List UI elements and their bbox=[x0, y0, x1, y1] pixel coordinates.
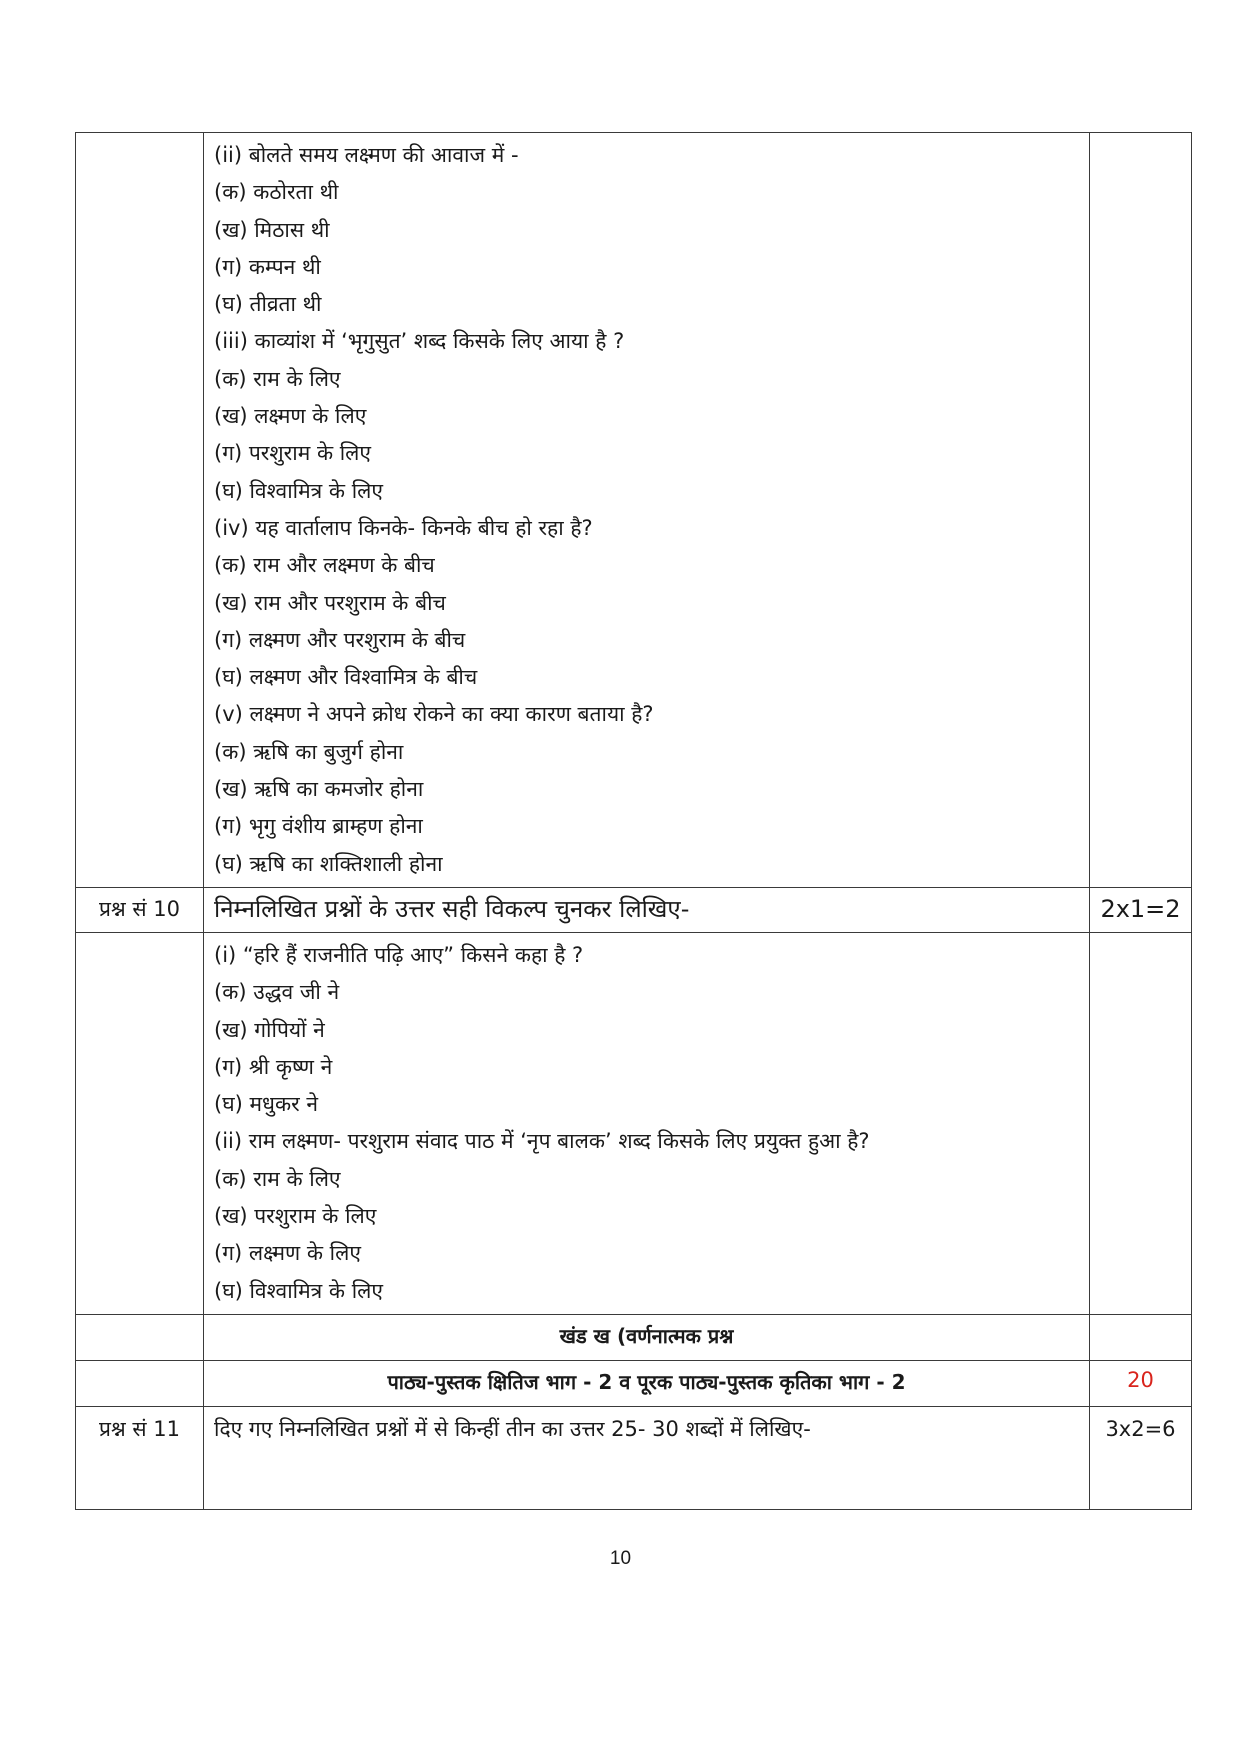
option-line: (घ) तीव्रता थी bbox=[214, 292, 322, 317]
option-line: (घ) ऋषि का शक्तिशाली होना bbox=[214, 851, 443, 876]
option-line: (ग) लक्ष्मण के लिए bbox=[214, 1241, 361, 1266]
option-line: (ख) ऋषि का कमजोर होना bbox=[214, 777, 424, 802]
option-line: (ख) गोपियों ने bbox=[214, 1017, 325, 1042]
option-line: (क) राम के लिए bbox=[214, 1166, 341, 1191]
textbook-subtitle: पाठ्य-पुस्तक क्षितिज भाग - 2 व पूरक पाठ्य-पुस्तक कृतिका भाग - 2 bbox=[387, 1369, 906, 1394]
question-instruction: निम्नलिखित प्रश्नों के उत्तर सही विकल्प चुनकर लिखिए- bbox=[214, 894, 690, 923]
question-label-cell bbox=[76, 1406, 204, 1509]
question-table bbox=[75, 132, 1192, 1510]
row-question-11 bbox=[76, 1406, 1192, 1509]
question-label-cell bbox=[76, 887, 204, 932]
section-total-marks: 20 bbox=[1127, 1367, 1154, 1392]
option-line: (घ) विश्वामित्र के लिए bbox=[214, 1278, 383, 1303]
question-number: प्रश्न सं 10 bbox=[98, 896, 181, 921]
row-continued-options bbox=[76, 133, 1192, 888]
label-cell-empty bbox=[76, 932, 204, 1314]
marks-cell-empty bbox=[1090, 1314, 1192, 1360]
option-line: (ग) लक्ष्मण और परशुराम के बीच bbox=[214, 627, 466, 652]
option-line: (ग) परशुराम के लिए bbox=[214, 441, 372, 466]
marks-cell bbox=[1090, 1406, 1192, 1509]
option-line: (घ) लक्ष्मण और विश्वामित्र के बीच bbox=[214, 665, 478, 690]
row-textbook-heading bbox=[76, 1360, 1192, 1406]
option-line: (घ) मधुकर ने bbox=[214, 1092, 318, 1117]
option-line: (ग) भृगु वंशीय ब्राम्हण होना bbox=[214, 814, 423, 839]
option-line: (ख) मिठास थी bbox=[214, 217, 330, 242]
label-cell-empty bbox=[76, 133, 204, 888]
question-number: प्रश्न सं 11 bbox=[98, 1416, 181, 1441]
marks-cell-empty bbox=[1090, 133, 1192, 888]
option-line: (क) उद्धव जी ने bbox=[214, 980, 340, 1005]
question-text-cell bbox=[204, 1406, 1090, 1509]
page-number: 10 bbox=[609, 1548, 632, 1569]
question-text-cell bbox=[204, 887, 1090, 932]
marks-cell-empty bbox=[1090, 932, 1192, 1314]
option-line: (ii) राम लक्ष्मण- परशुराम संवाद पाठ में ‘नृप बालक’ शब्द किसके लिए प्रयुक्त हुआ है? bbox=[214, 1129, 870, 1154]
question-instruction: दिए गए निम्नलिखित प्रश्नों में से किन्हीं तीन का उत्तर 25- 30 शब्दों में लिखिए- bbox=[214, 1416, 811, 1441]
row-question-10 bbox=[76, 887, 1192, 932]
option-line: (ग) कम्पन थी bbox=[214, 254, 321, 279]
option-line: (iv) यह वार्तालाप किनके- किनके बीच हो रहा है? bbox=[214, 515, 593, 540]
option-line: (ख) राम और परशुराम के बीच bbox=[214, 590, 446, 615]
option-line: (क) कठोरता थी bbox=[214, 180, 339, 205]
option-line: (ख) लक्ष्मण के लिए bbox=[214, 404, 367, 429]
options-cell bbox=[204, 932, 1090, 1314]
option-line: (ख) परशुराम के लिए bbox=[214, 1204, 377, 1229]
option-line: (क) राम के लिए bbox=[214, 366, 341, 391]
row-question-10-options bbox=[76, 932, 1192, 1314]
label-cell-empty bbox=[76, 1314, 204, 1360]
option-line: (i) “हरि हैं राजनीति पढ़ि आए” किसने कहा है ? bbox=[214, 942, 584, 967]
option-line: (घ) विश्वामित्र के लिए bbox=[214, 478, 383, 503]
option-line: (iii) काव्यांश में ‘भृगुसुत’ शब्द किसके लिए आया है ? bbox=[214, 329, 625, 354]
option-line: (ग) श्री कृष्ण ने bbox=[214, 1054, 333, 1079]
marks-cell bbox=[1090, 1360, 1192, 1406]
row-section-heading bbox=[76, 1314, 1192, 1360]
section-title-cell bbox=[204, 1314, 1090, 1360]
marks-value: 3x2=6 bbox=[1105, 1416, 1176, 1441]
option-line: (क) राम और लक्ष्मण के बीच bbox=[214, 553, 435, 578]
option-line: (v) लक्ष्मण ने अपने क्रोध रोकने का क्या कारण बताया है? bbox=[214, 702, 654, 727]
marks-cell bbox=[1090, 887, 1192, 932]
subtitle-cell bbox=[204, 1360, 1090, 1406]
options-cell bbox=[204, 133, 1090, 888]
label-cell-empty bbox=[76, 1360, 204, 1406]
option-line: (ii) बोलते समय लक्ष्मण की आवाज में - bbox=[214, 143, 519, 167]
option-list bbox=[204, 933, 1089, 1314]
option-list bbox=[204, 133, 1089, 887]
section-title: खंड ख (वर्णनात्मक प्रश्न bbox=[559, 1323, 734, 1348]
option-line: (क) ऋषि का बुजुर्ग होना bbox=[214, 739, 404, 764]
marks-value: 2x1=2 bbox=[1100, 894, 1181, 923]
